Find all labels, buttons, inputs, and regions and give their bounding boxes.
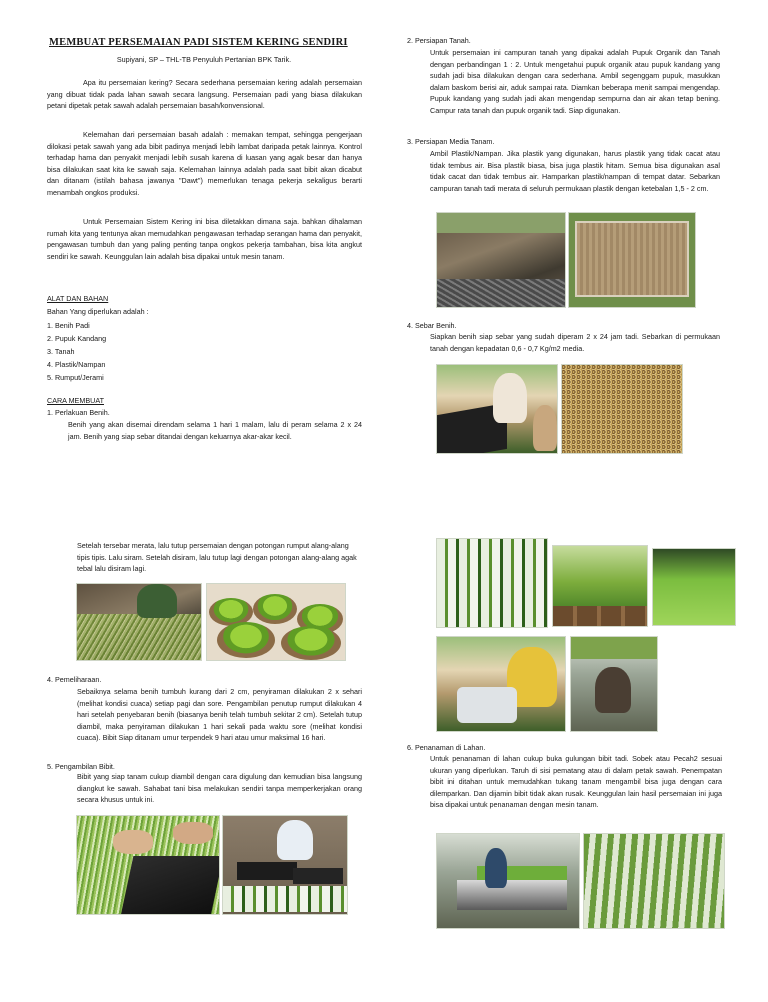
spread-seeds-closeup-photo — [561, 364, 683, 454]
intro-paragraph-3: Untuk Persemaian Sistem Kering ini bisa diletakkan dimana saja. bahkan dihalaman rumah kita yang tentunya akan memudahkan pengawasan terhadap serangan hama dan penyakit, pengawasan tumbuh dan yang paling penting tanpa ongkos pekerja tambahan, bisa kita angkut sendiri ke sawah. Keunggulan lain adalah bisa dipakai untuk mesin tanam. — [47, 217, 362, 261]
tool-item: 3. Tanah — [47, 347, 75, 357]
soil-tray-photo — [568, 212, 696, 308]
soil-on-plastic-photo — [436, 212, 566, 308]
tools-list — [47, 320, 106, 384]
stacked-seedling-rolls-photo — [222, 815, 348, 915]
step-5-text: Sebaiknya selama benih tumbuh kurang dari 2 cm, penyiraman dilakukan 2 x sehari (melihat kondisi cuaca) setiap pagi dan sore. Pengambilan penutup rumput dilakukan 4 hari setelah penyebaran benih (biasanya benih telah tumbuh sekitar 2 cm). Setelah tutup diambil, maka penyiraman dilakukan 1 hari sekali pada waktu sore (melihat kondisi cuaca). Bibit Siap ditanam umur terpendek 9 hari atau umur maksimal 16 hari. — [77, 687, 362, 743]
tool-item: 1. Benih Padi — [47, 321, 90, 330]
step-7-text: Untuk penanaman di lahan cukup buka gulungan bibit tadi. Sobek atau Pecah2 sesuai ukuran yang diperlukan. Taruh di sisi pematang atau di dalam petak sawah. Penempatan bibit ini ditahan untuk memudahkan tukang tanam mengambil bisa juga dengan cara dilemparkan. Dan dijamin bibit tidak akan rusak. Keunggulan lain hasil persemaian ini juga bisa dipakai untuk penanaman dengan mesin tanam. — [430, 754, 722, 810]
planted-rice-field-photo — [583, 833, 725, 929]
carrying-seedlings-photo — [436, 636, 566, 732]
step-5-title: 4. Pemeliharaan. — [47, 675, 102, 684]
tool-item: 2. Pupuk Kandang — [47, 334, 107, 344]
spreading-seeds-photo — [436, 364, 558, 454]
author-line: Supiyani, SP – THL-TB Penyuluh Pertanian BPK Tarik. — [116, 55, 292, 64]
alang-alang-cover-photo — [76, 583, 202, 661]
tool-item: 5. Rumput/Jerami — [47, 373, 104, 383]
seedling-blocks-photo — [552, 545, 648, 627]
page-title: MEMBUAT PERSEMAIAN PADI SISTEM KERING SENDIRI — [49, 37, 348, 48]
step-6-title: 5. Pengambilan Bibit. — [47, 762, 115, 771]
seedling-rolls-photo — [436, 538, 548, 628]
step-1-title: 1. Perlakuan Benih. — [47, 408, 110, 417]
intro-paragraph-1: Apa itu persemaian kering? Secara sederhana persemaian kering adalah persemaian yang dibuat tidak pada lahan sawah secara langsung. Persemaian padi yang biasa dilakukan petani dipetak petak sawah adalah persemaian basah/konvensional. — [47, 78, 362, 111]
step-1-text: Benih yang akan disemai direndam selama 1 hari 1 malam, lalu di peram selama 2 x 24 jam. Benih yang siap sebar ditandai dengan keluarnya akar-akar kecil. — [68, 420, 362, 441]
step-3-title: 3. Persiapan Media Tanam. — [407, 137, 495, 146]
step-4-title: 4. Sebar Benih. — [407, 321, 457, 330]
rice-transplanter-photo — [436, 833, 580, 929]
method-heading: CARA MEMBUAT — [47, 396, 104, 405]
intro-paragraph-2: Kelemahan dari persemaian basah adalah : memakan tempat, sehingga pengerjaan dilokasi petak sawah yang ada bibit padinya menjadi lebih lambat daripada petak lainnya. Kontrol terhadap hama dan penyakit menjadi lebih susah karena di luasan yang agak besar dan hanya bisa dilakukan saat kita ke sawah saja. Kelemahan lainnya adalah pada saat bibit akan dicabut dan ditanam (istilah bahasa jawanya "Dawt") memerlukan tenaga pekerja sekaligus berarti menambah ongkos produksi. — [47, 130, 362, 197]
seedling-mats-photo — [652, 548, 736, 626]
tools-heading: ALAT DAN BAHAN — [47, 294, 109, 303]
tool-item: 4. Plastik/Nampan — [47, 360, 106, 370]
step-2-text: Untuk persemaian ini campuran tanah yang dipakai adalah Pupuk Organik dan Tanah dengan perbandingan 1 : 2. Untuk mengetahui pupuk organik atau pupuk kandang yang sudah jadi bisa dilakukan dengan cara sederhana. Ambil segenggam pupuk, masukkan dalam baskom berisi air, aduk sampai rata. Diamkan beberapa menit sampai mengendap. Pupuk kandang yang sudah jadi akan mengendap sempurna dan air akan tetap bening. Campur rata tanah dan pupuk organik tadi. Siap digunakan. — [430, 48, 720, 115]
step-2-title: 2. Persiapan Tanah. — [407, 36, 471, 45]
planting-in-field-photo — [570, 636, 658, 732]
seedling-trays-photo — [206, 583, 346, 661]
step-4b-text: Setelah tersebar merata, lalu tutup persemaian dengan potongan rumput alang-alang tipis tipis. Lalu siram. Setelah disiram, lalu tutup lagi dengan potongan alang-alang agak tebal lalu disiram lagi. — [77, 541, 357, 574]
step-6-text: Bibit yang siap tanam cukup diambil dengan cara digulung dan kemudian bisa langsung diangkut ke sawah. Sahabat tani bisa melakukan sendiri tanpa memperkerjakan orang secara khusus untuk ini. — [77, 772, 362, 805]
step-7-title: 6. Penanaman di Lahan. — [407, 743, 486, 752]
tools-lead: Bahan Yang diperlukan adalah : — [47, 307, 149, 316]
step-4-text: Siapkan benih siap sebar yang sudah diperam 2 x 24 jam tadi. Sebarkan di permukaan tanah dengan kepadatan 0,6 - 0,7 Kg/m2 media. — [430, 332, 720, 353]
step-3-text: Ambil Plastik/Nampan. Jika plastik yang digunakan, harus plastik yang tidak cacat atau tidak tembus air. Bisa plastik biasa, bisa juga plastik hitam. Semua bisa digunakan asal tidak cacat dan tidak tembus air. Hamparkan plastik/nampan di tempat datar. Sebarkan campuran tanah tadi merata di seluruh permukaan plastik dengan ketebalan 1,5 - 2 cm. — [430, 149, 720, 193]
hands-rolling-seedlings-photo — [76, 815, 220, 915]
